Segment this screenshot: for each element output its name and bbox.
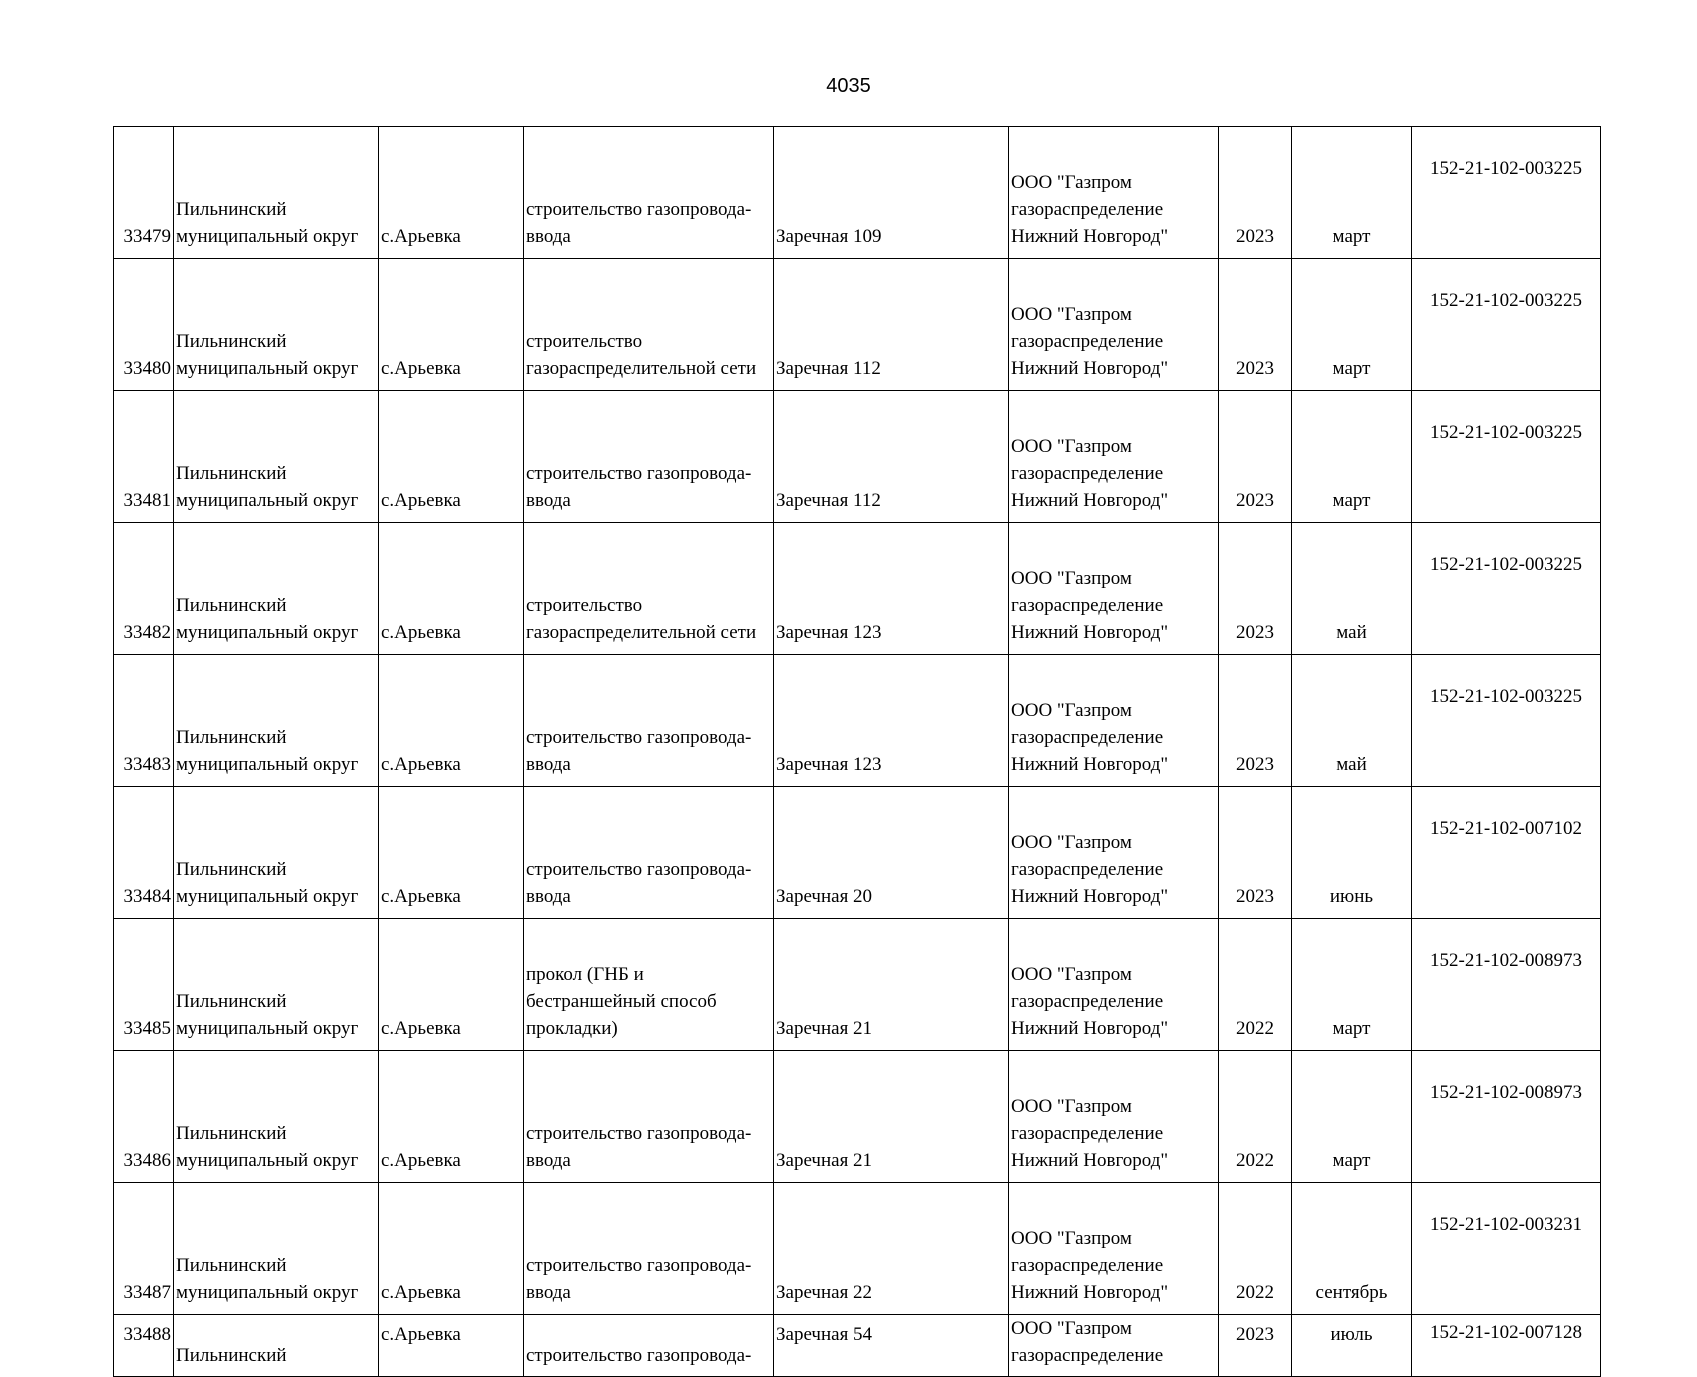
district-cell — [174, 1051, 379, 1183]
contractor-cell-line: Нижний Новгород" — [1011, 622, 1169, 643]
month-cell: март — [1292, 259, 1412, 391]
work-type-cell — [524, 1183, 774, 1315]
contractor-cell — [1009, 1183, 1219, 1315]
contractor-cell-line: газораспределение — [1011, 595, 1164, 616]
address-cell: Заречная 123 — [774, 523, 1009, 655]
table-row — [114, 523, 1601, 655]
table-row — [114, 127, 1601, 259]
district-cell-line: муниципальный округ — [176, 1282, 359, 1303]
address-cell: Заречная 123 — [774, 655, 1009, 787]
permit-number-cell: 152-21-102-003225 — [1412, 127, 1601, 259]
permit-number-cell: 152-21-102-003231 — [1412, 1183, 1601, 1315]
work-type-cell-line: строительство — [526, 595, 643, 616]
settlement-cell: с.Арьевка — [379, 1183, 524, 1315]
year-cell: 2023 — [1219, 1315, 1292, 1377]
table-row — [114, 655, 1601, 787]
settlement-cell: с.Арьевка — [379, 1315, 524, 1377]
district-cell-line: Пильнинский — [176, 331, 287, 352]
year-cell: 2022 — [1219, 919, 1292, 1051]
contractor-cell — [1009, 391, 1219, 523]
work-type-cell-line: строительство газопровода- — [526, 1345, 752, 1366]
contractor-cell-line: Нижний Новгород" — [1011, 1018, 1169, 1039]
record-number: 33488 — [114, 1315, 174, 1377]
work-type-cell — [524, 523, 774, 655]
contractor-cell-line: ООО "Газпром — [1011, 436, 1132, 457]
record-number: 33486 — [114, 1051, 174, 1183]
work-type-cell-line: ввода — [526, 886, 571, 907]
permit-number-cell: 152-21-102-008973 — [1412, 1051, 1601, 1183]
work-type-cell-line: ввода — [526, 754, 571, 775]
contractor-cell-line: ООО "Газпром — [1011, 1318, 1132, 1339]
district-cell-line: муниципальный округ — [176, 358, 359, 379]
address-cell: Заречная 109 — [774, 127, 1009, 259]
district-cell — [174, 1183, 379, 1315]
contractor-cell-line: Нижний Новгород" — [1011, 1150, 1169, 1171]
contractor-cell-line: газораспределение — [1011, 1255, 1164, 1276]
district-cell-line: муниципальный округ — [176, 1018, 359, 1039]
settlement-cell: с.Арьевка — [379, 1051, 524, 1183]
permit-number-cell: 152-21-102-003225 — [1412, 523, 1601, 655]
district-cell-line: Пильнинский — [176, 991, 287, 1012]
contractor-cell — [1009, 655, 1219, 787]
table-row — [114, 391, 1601, 523]
work-type-cell — [524, 1051, 774, 1183]
permit-number-cell: 152-21-102-003225 — [1412, 259, 1601, 391]
month-cell: май — [1292, 655, 1412, 787]
record-number: 33480 — [114, 259, 174, 391]
year-cell: 2022 — [1219, 1051, 1292, 1183]
record-number: 33485 — [114, 919, 174, 1051]
contractor-cell-line: ООО "Газпром — [1011, 832, 1132, 853]
permit-number-cell: 152-21-102-007128 — [1412, 1315, 1601, 1377]
record-number: 33482 — [114, 523, 174, 655]
work-type-cell-line: ввода — [526, 1282, 571, 1303]
work-type-cell-line: строительство газопровода- — [526, 727, 752, 748]
month-cell: март — [1292, 391, 1412, 523]
registry-table — [113, 126, 1601, 1377]
record-number: 33479 — [114, 127, 174, 259]
work-type-cell-line: бестраншейный способ — [526, 991, 717, 1012]
district-cell — [174, 127, 379, 259]
work-type-cell-line: ввода — [526, 226, 571, 247]
settlement-cell: с.Арьевка — [379, 523, 524, 655]
settlement-cell: с.Арьевка — [379, 259, 524, 391]
year-cell: 2023 — [1219, 655, 1292, 787]
month-cell: июнь — [1292, 787, 1412, 919]
district-cell-line: Пильнинский — [176, 199, 287, 220]
permit-number-cell: 152-21-102-003225 — [1412, 391, 1601, 523]
table-row — [114, 1315, 1601, 1377]
district-cell — [174, 1315, 379, 1377]
year-cell: 2023 — [1219, 391, 1292, 523]
district-cell-line: муниципальный округ — [176, 754, 359, 775]
year-cell: 2023 — [1219, 127, 1292, 259]
work-type-cell-line: прокладки) — [526, 1018, 618, 1039]
contractor-cell — [1009, 259, 1219, 391]
work-type-cell-line: строительство — [526, 331, 643, 352]
work-type-cell-line: строительство газопровода- — [526, 859, 752, 880]
contractor-cell-line: газораспределение — [1011, 463, 1164, 484]
work-type-cell-line: строительство газопровода- — [526, 1255, 752, 1276]
district-cell — [174, 787, 379, 919]
contractor-cell-line: газораспределение — [1011, 727, 1164, 748]
contractor-cell-line: ООО "Газпром — [1011, 700, 1132, 721]
district-cell — [174, 391, 379, 523]
contractor-cell-line: ООО "Газпром — [1011, 172, 1132, 193]
contractor-cell-line: газораспределение — [1011, 991, 1164, 1012]
contractor-cell-line: Нижний Новгород" — [1011, 226, 1169, 247]
contractor-cell-line: ООО "Газпром — [1011, 964, 1132, 985]
permit-number-cell: 152-21-102-003225 — [1412, 655, 1601, 787]
contractor-cell — [1009, 919, 1219, 1051]
work-type-cell-line: строительство газопровода- — [526, 463, 752, 484]
contractor-cell-line: Нижний Новгород" — [1011, 1282, 1169, 1303]
work-type-cell-line: ввода — [526, 490, 571, 511]
work-type-cell-line: прокол (ГНБ и — [526, 964, 644, 985]
record-number: 33484 — [114, 787, 174, 919]
month-cell: март — [1292, 919, 1412, 1051]
district-cell-line: Пильнинский — [176, 859, 287, 880]
address-cell: Заречная 112 — [774, 259, 1009, 391]
address-cell: Заречная 20 — [774, 787, 1009, 919]
page-number: 4035 — [826, 75, 871, 97]
district-cell-line: Пильнинский — [176, 1345, 287, 1366]
year-cell: 2023 — [1219, 259, 1292, 391]
contractor-cell-line: газораспределение — [1011, 859, 1164, 880]
contractor-cell-line: газораспределение — [1011, 331, 1164, 352]
year-cell: 2023 — [1219, 787, 1292, 919]
contractor-cell-line: Нижний Новгород" — [1011, 358, 1169, 379]
work-type-cell — [524, 127, 774, 259]
contractor-cell — [1009, 127, 1219, 259]
month-cell: март — [1292, 127, 1412, 259]
contractor-cell-line: ООО "Газпром — [1011, 1096, 1132, 1117]
record-number: 33481 — [114, 391, 174, 523]
settlement-cell: с.Арьевка — [379, 655, 524, 787]
settlement-cell: с.Арьевка — [379, 919, 524, 1051]
address-cell: Заречная 112 — [774, 391, 1009, 523]
table-row — [114, 787, 1601, 919]
contractor-cell-line: Нижний Новгород" — [1011, 754, 1169, 775]
district-cell — [174, 655, 379, 787]
work-type-cell-line: строительство газопровода- — [526, 199, 752, 220]
contractor-cell-line: газораспределение — [1011, 1123, 1164, 1144]
district-cell-line: Пильнинский — [176, 1123, 287, 1144]
work-type-cell — [524, 259, 774, 391]
permit-number-cell: 152-21-102-007102 — [1412, 787, 1601, 919]
address-cell: Заречная 22 — [774, 1183, 1009, 1315]
contractor-cell — [1009, 1051, 1219, 1183]
month-cell: июль — [1292, 1315, 1412, 1377]
contractor-cell-line: газораспределение — [1011, 199, 1164, 220]
district-cell-line: Пильнинский — [176, 1255, 287, 1276]
work-type-cell — [524, 655, 774, 787]
contractor-cell — [1009, 523, 1219, 655]
work-type-cell — [524, 919, 774, 1051]
year-cell: 2022 — [1219, 1183, 1292, 1315]
district-cell-line: муниципальный округ — [176, 490, 359, 511]
address-cell: Заречная 54 — [774, 1315, 1009, 1377]
table-row — [114, 919, 1601, 1051]
district-cell — [174, 919, 379, 1051]
record-number: 33483 — [114, 655, 174, 787]
month-cell: сентябрь — [1292, 1183, 1412, 1315]
work-type-cell — [524, 1315, 774, 1377]
district-cell-line: муниципальный округ — [176, 226, 359, 247]
district-cell-line: муниципальный округ — [176, 622, 359, 643]
work-type-cell-line: ввода — [526, 1150, 571, 1171]
settlement-cell: с.Арьевка — [379, 391, 524, 523]
work-type-cell — [524, 391, 774, 523]
table-row — [114, 259, 1601, 391]
work-type-cell-line: газораспределительной сети — [526, 358, 757, 379]
contractor-cell — [1009, 787, 1219, 919]
contractor-cell-line: Нижний Новгород" — [1011, 886, 1169, 907]
month-cell: май — [1292, 523, 1412, 655]
address-cell: Заречная 21 — [774, 919, 1009, 1051]
table-body — [114, 127, 1601, 1377]
district-cell-line: муниципальный округ — [176, 1150, 359, 1171]
contractor-cell-line: ООО "Газпром — [1011, 304, 1132, 325]
work-type-cell — [524, 787, 774, 919]
settlement-cell: с.Арьевка — [379, 127, 524, 259]
address-cell: Заречная 21 — [774, 1051, 1009, 1183]
contractor-cell-line: ООО "Газпром — [1011, 1228, 1132, 1249]
year-cell: 2023 — [1219, 523, 1292, 655]
district-cell — [174, 523, 379, 655]
table-row — [114, 1183, 1601, 1315]
district-cell-line: Пильнинский — [176, 595, 287, 616]
district-cell — [174, 259, 379, 391]
district-cell-line: Пильнинский — [176, 463, 287, 484]
table-row — [114, 1051, 1601, 1183]
record-number: 33487 — [114, 1183, 174, 1315]
district-cell-line: Пильнинский — [176, 727, 287, 748]
work-type-cell-line: строительство газопровода- — [526, 1123, 752, 1144]
work-type-cell-line: газораспределительной сети — [526, 622, 757, 643]
contractor-cell-line: ООО "Газпром — [1011, 568, 1132, 589]
contractor-cell-line: газораспределение — [1011, 1345, 1164, 1366]
district-cell-line: муниципальный округ — [176, 886, 359, 907]
contractor-cell-line: Нижний Новгород" — [1011, 490, 1169, 511]
contractor-cell — [1009, 1315, 1219, 1377]
month-cell: март — [1292, 1051, 1412, 1183]
settlement-cell: с.Арьевка — [379, 787, 524, 919]
permit-number-cell: 152-21-102-008973 — [1412, 919, 1601, 1051]
